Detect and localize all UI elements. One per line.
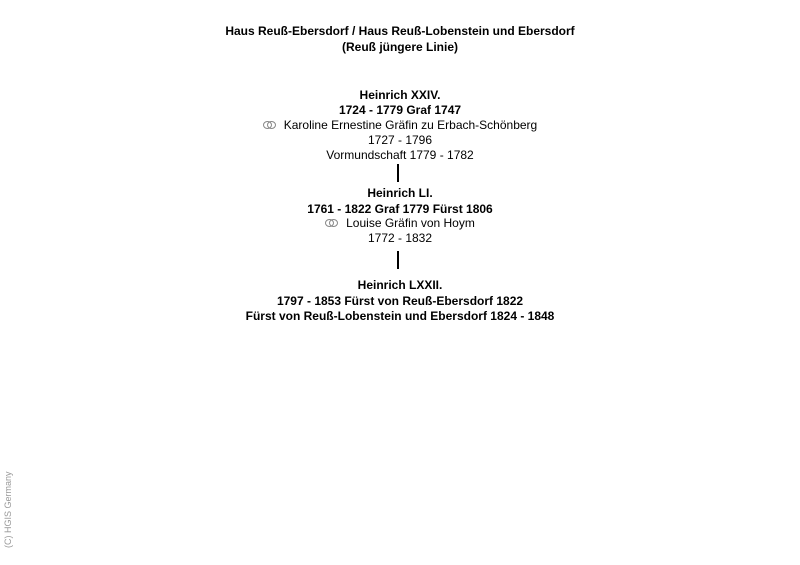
- diagram-subtitle: (Reuß jüngere Linie): [341, 40, 458, 54]
- spouse-dates: 1772 - 1832: [367, 231, 433, 245]
- person-name: Heinrich LXXII.: [357, 278, 443, 292]
- descent-connector: [397, 251, 399, 269]
- person-dates: 1797 - 1853 Fürst von Reuß-Ebersdorf 1822: [276, 294, 524, 308]
- spouse-name: Karoline Ernestine Gräfin zu Erbach-Schönberg: [283, 118, 538, 132]
- diagram-title: Haus Reuß-Ebersdorf / Haus Reuß-Lobenstein und Ebersdorf: [225, 24, 575, 38]
- spouse-name: Louise Gräfin von Hoym: [346, 216, 475, 230]
- person-name: Heinrich XXIV.: [359, 88, 441, 102]
- person-dates: 1761 - 1822 Graf 1779 Fürst 1806: [307, 202, 493, 216]
- marriage-rings-icon: [325, 219, 338, 227]
- descent-connector: [397, 164, 399, 182]
- person-name: Heinrich LI.: [367, 186, 433, 200]
- person-dates: 1724 - 1779 Graf 1747: [338, 103, 462, 117]
- person-titles: Fürst von Reuß-Lobenstein und Ebersdorf 1824 - 1848: [245, 309, 555, 323]
- spouse-dates: 1727 - 1796: [367, 133, 433, 147]
- spouse-line: [0, 118, 800, 133]
- spouse-line: [0, 216, 800, 231]
- copyright-credit: (C) HGIS Germany: [3, 471, 13, 548]
- marriage-rings-icon: [263, 121, 276, 129]
- spouse-note: Vormundschaft 1779 - 1782: [326, 148, 474, 162]
